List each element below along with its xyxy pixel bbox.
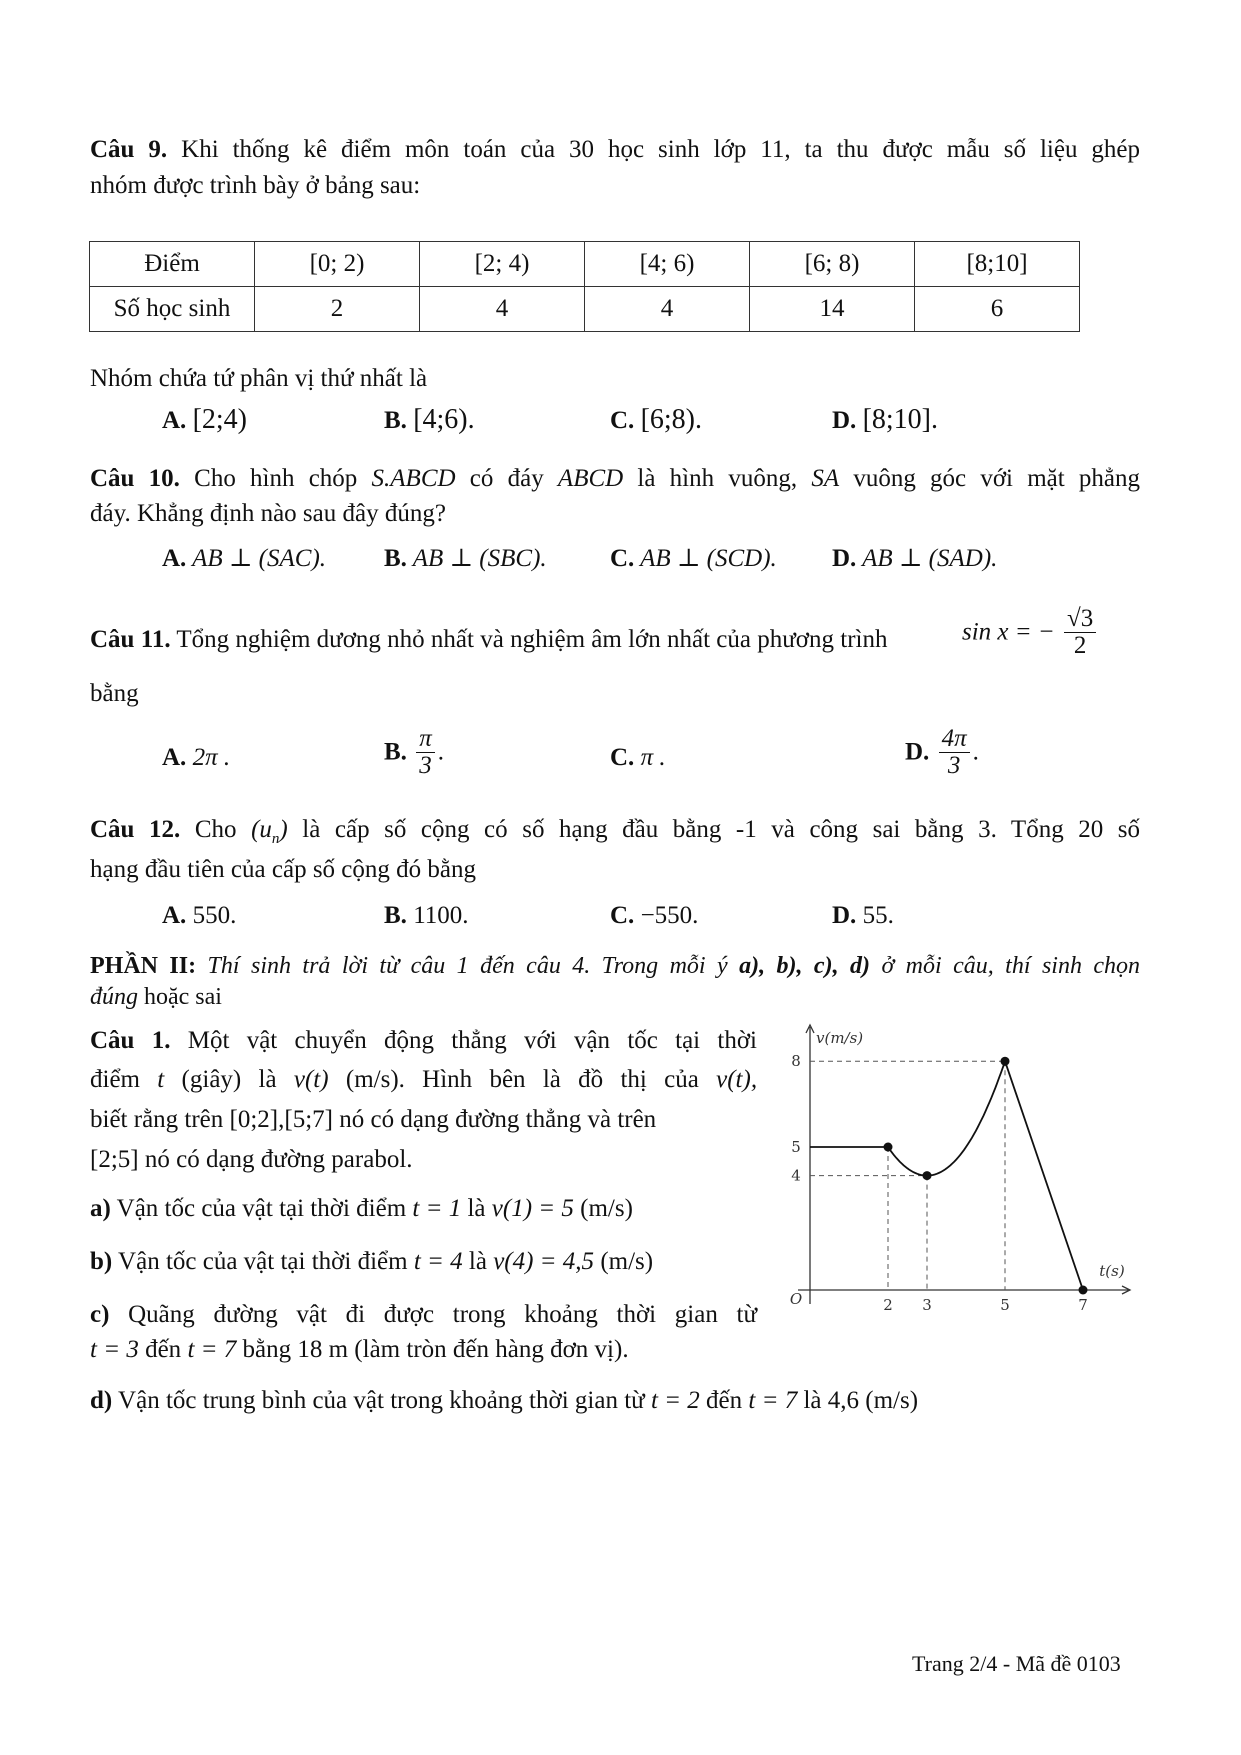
q9-line1	[90, 133, 1140, 167]
item-text: Vận tốc của vật tại thời điểm	[116, 1195, 407, 1222]
q12-line2: hạng đầu tiên của cấp số cộng đó bằng	[90, 856, 476, 883]
chart-points	[884, 1057, 1088, 1295]
q9-option-c	[610, 404, 702, 436]
item-math: t = 3	[90, 1336, 139, 1363]
table-row	[90, 287, 1080, 332]
q11-label: Câu 11.	[90, 626, 171, 653]
item-label: a)	[90, 1195, 111, 1222]
option-label: A.	[162, 545, 187, 572]
score-table	[89, 241, 1080, 332]
option-label: A.	[162, 902, 187, 929]
q10-option-d	[832, 543, 997, 573]
q11-eq-num: √3	[1064, 606, 1096, 633]
item-text: Vận tốc trung bình của vật trong khoảng thời gian từ	[118, 1387, 645, 1414]
item-text: Vận tốc của vật tại thời điểm	[118, 1248, 408, 1275]
item-text: (m/s)	[600, 1248, 654, 1275]
q9-option-a	[162, 404, 247, 436]
item-text: đến	[706, 1387, 743, 1414]
q10-math: ABCD	[557, 465, 624, 492]
part2-line2	[90, 980, 1140, 1014]
option-text: π .	[640, 744, 666, 771]
item-text: đến	[145, 1336, 182, 1363]
item-label: c)	[90, 1301, 110, 1328]
q11-fraction	[1064, 606, 1096, 659]
item-math: t = 7	[187, 1336, 237, 1363]
c1-line2	[90, 1063, 757, 1097]
part2-text: Thí sinh trả lời từ câu 1 đến câu 4. Trong mỗi ý	[207, 953, 728, 979]
c1-item-c-line2	[90, 1333, 1140, 1367]
graph-point	[884, 1143, 893, 1152]
table-cell: [0; 2)	[255, 242, 420, 287]
fraction-den: 3	[947, 752, 961, 779]
y-tick-label: 5	[791, 1138, 801, 1156]
q11-option-b	[384, 726, 444, 779]
option-label: D.	[832, 407, 857, 434]
origin-label: O	[789, 1290, 803, 1308]
option-label: B.	[384, 545, 407, 572]
option-label: D.	[832, 545, 857, 572]
option-text: AB ⊥ (SCD).	[640, 545, 777, 572]
table-cell: 2	[255, 287, 420, 332]
q9-label: Câu 9.	[90, 136, 168, 163]
fraction-num: 4π	[939, 726, 970, 753]
item-math: t = 4	[413, 1248, 463, 1275]
q10-text: vuông góc với mặt phẳng	[853, 465, 1141, 492]
option-text: [4;6).	[413, 404, 475, 435]
table-cell: 4	[585, 287, 750, 332]
c1-text: điểm	[90, 1066, 140, 1093]
q12-option-d	[832, 902, 894, 930]
option-text: AB ⊥ (SBC).	[412, 545, 547, 572]
option-label: C.	[610, 545, 635, 572]
seq-open: (u	[251, 816, 272, 843]
part2-items: a), b), c), d)	[739, 953, 870, 979]
option-text: −550.	[640, 902, 699, 929]
part2-line1	[90, 949, 1140, 983]
y-tick-label: 8	[791, 1052, 801, 1071]
option-text: 55.	[862, 902, 894, 929]
q12-option-a	[162, 902, 236, 930]
item-text: Quãng đường vật đi được trong khoảng thời gian từ	[128, 1301, 758, 1328]
table-cell: Số học sinh	[90, 287, 255, 332]
q10-option-a	[162, 543, 326, 573]
seq-close: )	[279, 816, 288, 843]
option-label: C.	[610, 902, 635, 929]
option-text: 2π .	[192, 744, 231, 771]
table-row	[90, 242, 1080, 287]
q11-eq-lhs: sin x = −	[962, 618, 1055, 646]
q10-math: S.ABCD	[371, 465, 456, 492]
option-end: .	[972, 738, 979, 766]
q10-line1	[90, 462, 1140, 496]
option-label: C.	[610, 407, 635, 434]
q11-equation	[962, 606, 1099, 659]
q10-option-c	[610, 543, 777, 573]
c1-text: (m/s). Hình bên là đồ thị của	[345, 1066, 699, 1093]
q9-question: Nhóm chứa tứ phân vị thứ nhất là	[90, 365, 428, 392]
c1-text: Một vật chuyển động thẳng với vận tốc tại thời	[187, 1027, 757, 1054]
table-cell: [2; 4)	[420, 242, 585, 287]
q9-text1: Khi thống kê điểm môn toán của 30 học sinh lớp 11, ta thu được mẫu số liệu ghép	[181, 136, 1141, 163]
x-tick-label: 7	[1078, 1296, 1088, 1314]
table-cell: Điểm	[90, 242, 255, 287]
velocity-time-graph	[770, 1015, 1150, 1335]
c1-math: v(t),	[716, 1066, 758, 1093]
c1-math: t	[157, 1066, 165, 1093]
c1-line1	[90, 1024, 757, 1058]
q12-label: Câu 12.	[90, 816, 181, 843]
item-math: t = 1	[412, 1195, 462, 1222]
q10-line2: đáy. Khẳng định nào sau đây đúng?	[90, 500, 446, 527]
q11-option-d	[905, 726, 979, 779]
q12-text: là cấp số cộng có số hạng đầu bằng -1 và công sai bằng 3. Tổng 20 số	[302, 816, 1141, 843]
option-label: A.	[162, 744, 187, 771]
part2-text: hoặc sai	[144, 984, 222, 1010]
option-text: AB ⊥ (SAC).	[192, 545, 327, 572]
graph-segment	[1005, 1061, 1083, 1290]
item-math: v(4) = 4,5	[493, 1248, 595, 1275]
table-cell: [4; 6)	[585, 242, 750, 287]
table-cell: 14	[750, 287, 915, 332]
q11-eq-den: 2	[1073, 632, 1087, 659]
q10-option-b	[384, 543, 547, 573]
fraction-den: 3	[419, 752, 432, 779]
item-math: v(1) = 5	[491, 1195, 574, 1222]
q10-text: có đáy	[469, 465, 544, 492]
table-cell: 4	[420, 287, 585, 332]
q11-d-fraction	[939, 726, 970, 779]
page-footer: Trang 2/4 - Mã đề 0103	[912, 1651, 1121, 1676]
c1-math: v(t)	[293, 1066, 329, 1093]
q10-label: Câu 10.	[90, 465, 180, 492]
q9-line2: nhóm được trình bày ở bảng sau:	[90, 172, 421, 199]
x-tick-label: 2	[883, 1296, 893, 1314]
option-label: A.	[162, 407, 187, 434]
q11-text: Tổng nghiệm dương nhỏ nhất và nghiệm âm lớn nhất của phương trình	[176, 626, 888, 653]
q12-seq	[251, 816, 288, 847]
chart-labels	[790, 1029, 1125, 1314]
part2-text: ở mỗi câu, thí sinh chọn	[881, 953, 1141, 979]
option-text: [8;10].	[862, 404, 938, 435]
table-cell: [8;10]	[915, 242, 1080, 287]
option-text: AB ⊥ (SAD).	[862, 545, 998, 572]
option-label: B.	[384, 738, 407, 766]
option-label: B.	[384, 902, 407, 929]
x-tick-label: 3	[922, 1296, 932, 1314]
q10-text: Cho hình chóp	[194, 465, 358, 492]
item-text: là	[467, 1195, 486, 1222]
option-text: [6;8).	[640, 404, 702, 435]
table-cell: [6; 8)	[750, 242, 915, 287]
q9-option-d	[832, 404, 938, 436]
item-text: là	[468, 1248, 487, 1275]
option-text: 550.	[192, 902, 237, 929]
c1-item-d	[90, 1384, 1140, 1418]
graph-parabola	[888, 1061, 1005, 1175]
q11-option-a	[162, 744, 230, 772]
graph-point	[1079, 1286, 1088, 1295]
q11-b-fraction	[416, 726, 435, 779]
item-math: t = 2	[650, 1387, 700, 1414]
table-cell: 6	[915, 287, 1080, 332]
seq-sub: n	[271, 831, 280, 847]
q11-option-c	[610, 744, 666, 772]
item-text: là	[803, 1387, 822, 1414]
option-text: 1100.	[413, 902, 469, 929]
c1-item-c-line1	[90, 1298, 757, 1332]
c1-line4: [2;5] nó có dạng đường parabol.	[90, 1146, 413, 1173]
q12-line1	[90, 813, 1140, 856]
q12-option-b	[384, 902, 469, 930]
c1-label: Câu 1.	[90, 1027, 171, 1054]
graph-point	[1001, 1057, 1010, 1066]
option-text: [2;4)	[192, 404, 247, 435]
option-label: C.	[610, 744, 635, 771]
q9-option-b	[384, 404, 475, 436]
q10-math: SA	[811, 465, 840, 492]
item-label: d)	[90, 1387, 113, 1414]
item-text: (m/s)	[580, 1195, 633, 1222]
q10-text: là hình vuông,	[637, 465, 798, 492]
c1-text: (giây) là	[181, 1066, 277, 1093]
option-end: .	[437, 738, 444, 766]
item-text: (m/s)	[865, 1387, 919, 1414]
graph-point	[923, 1171, 932, 1180]
option-label: B.	[384, 407, 407, 434]
part2-text: đúng	[90, 984, 138, 1010]
part2-label: PHẦN II:	[90, 953, 197, 979]
x-axis-label: t(s)	[1099, 1262, 1125, 1280]
fraction-num: π	[416, 726, 435, 753]
item-text: bằng 18 m (làm tròn đến hàng đơn vị).	[242, 1336, 629, 1363]
option-label: D.	[832, 902, 857, 929]
item-math: t = 7	[748, 1387, 798, 1414]
q12-text: Cho	[194, 816, 237, 843]
item-text: 4,6	[827, 1387, 860, 1414]
c1-line3: biết rằng trên [0;2],[5;7] nó có dạng đường thẳng và trên	[90, 1106, 657, 1133]
y-tick-label: 4	[791, 1166, 801, 1185]
x-tick-label: 5	[1000, 1296, 1010, 1314]
chart-guide-lines	[810, 1061, 1005, 1290]
item-label: b)	[90, 1248, 113, 1275]
chart-axes	[798, 1025, 1130, 1304]
q12-option-c	[610, 902, 698, 930]
q11-line2: bằng	[90, 680, 139, 707]
option-label: D.	[905, 738, 930, 766]
y-axis-label: v(m/s)	[816, 1029, 864, 1047]
